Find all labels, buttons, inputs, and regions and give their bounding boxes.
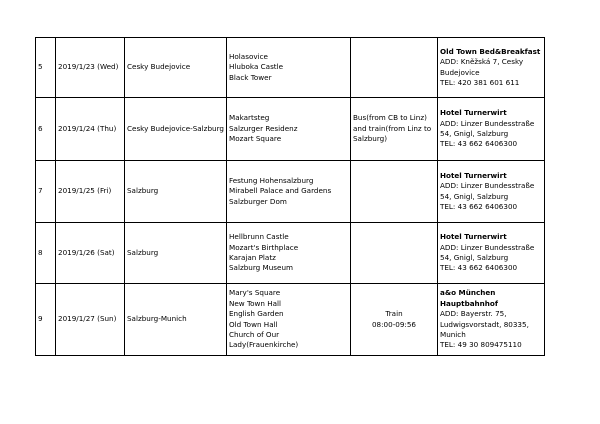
transport-cell <box>351 38 438 98</box>
transport-cell <box>351 284 438 356</box>
hotel-address: ADD: Kněžská 7, Cesky <box>440 57 524 67</box>
hotel-address: ADD: Linzer Bundesstraße <box>440 242 535 252</box>
hotel-address: ADD: Linzer Bundesstraße <box>440 181 535 191</box>
sight-item: Lady(Frauenkirche) <box>229 340 299 350</box>
day-number: 8 <box>36 223 56 284</box>
day-number: 7 <box>36 161 56 223</box>
sight-item: Karajan Platz <box>229 253 276 262</box>
itinerary-table <box>35 37 545 356</box>
hotel-tel: TEL: 49 30 809475110 <box>440 340 522 350</box>
sight-item: English Garden <box>229 309 284 319</box>
sight-item: Makartsteg <box>229 113 270 123</box>
sight-item: Church of Our <box>229 329 280 339</box>
date-cell: 2019/1/27 (Sun) <box>56 284 125 356</box>
hotel-tel: TEL: 43 662 6406300 <box>440 139 518 149</box>
sight-item: Mirabell Palace and Gardens <box>229 186 332 196</box>
transport-line: and train(from Linz to <box>353 123 432 133</box>
sights-cell <box>227 284 351 356</box>
sight-item: Salzurger Residenz <box>229 123 298 133</box>
day-number: 9 <box>36 284 56 356</box>
sight-item: Hellbrunn Castle <box>229 232 289 242</box>
route-cell: Salzburg-Munich <box>125 284 227 356</box>
sights-cell <box>227 161 351 223</box>
table-row <box>36 38 545 98</box>
sight-item: Mozart's Birthplace <box>229 242 299 252</box>
sights-cell <box>227 98 351 161</box>
sight-item: Old Town Hall <box>229 319 278 329</box>
hotel-tel: TEL: 43 662 6406300 <box>440 263 518 273</box>
day-number: 5 <box>36 38 56 98</box>
hotel-name: a&o München <box>440 288 496 298</box>
hotel-cell <box>438 223 545 284</box>
hotel-cell <box>438 98 545 161</box>
transport-cell <box>351 223 438 284</box>
hotel-address: 54, Gnigl, Salzburg <box>440 191 509 201</box>
sight-item: Salzburg Museum <box>229 263 294 273</box>
hotel-name: Old Town Bed&Breakfast <box>440 46 541 56</box>
date-cell: 2019/1/25 (Fri) <box>56 161 125 223</box>
hotel-address: Ludwigsvorstadt, 80335, <box>440 319 529 329</box>
hotel-address: ADD: Linzer Bundesstraße <box>440 118 535 128</box>
table-row <box>36 98 545 161</box>
table-row <box>36 223 545 284</box>
sight-item: Festung Hohensalzburg <box>229 175 314 185</box>
route-cell: Salzburg <box>125 161 227 223</box>
hotel-tel: TEL: 43 662 6406300 <box>440 201 518 211</box>
date-cell: 2019/1/26 (Sat) <box>56 223 125 284</box>
hotel-cell <box>438 284 545 356</box>
hotel-tel: TEL: 420 381 601 611 <box>440 77 520 87</box>
transport-cell <box>351 161 438 223</box>
hotel-name: Hauptbahnhof <box>440 298 498 308</box>
sights-cell <box>227 223 351 284</box>
sight-item: Mozart Square <box>229 134 282 144</box>
hotel-name: Hotel Turnerwirt <box>440 170 507 180</box>
transport-line: Salzburg) <box>353 134 388 144</box>
sight-item: Holasovice <box>229 51 268 61</box>
table-row <box>36 161 545 223</box>
transport-line: 08:00-09:56 <box>371 319 417 329</box>
hotel-name: Hotel Turnerwirt <box>440 232 507 242</box>
sight-item: Black Tower <box>229 72 272 82</box>
route-cell: Cesky Budejovice-Salzburg <box>125 98 227 161</box>
sight-item: Hluboka Castle <box>229 62 284 72</box>
hotel-name: Hotel Turnerwirt <box>440 108 507 118</box>
hotel-address: 54, Gnigl, Salzburg <box>440 129 509 138</box>
hotel-address: 54, Gnigl, Salzburg <box>440 253 509 262</box>
table-row <box>36 284 545 356</box>
route-cell: Cesky Budejovice <box>125 38 227 98</box>
hotel-address: Munich <box>440 329 466 339</box>
hotel-address: Budejovice <box>440 67 480 77</box>
sight-item: New Town Hall <box>229 298 282 308</box>
sights-cell <box>227 38 351 98</box>
transport-line: Train <box>385 309 403 319</box>
transport-cell <box>351 98 438 161</box>
date-cell: 2019/1/23 (Wed) <box>56 38 125 98</box>
hotel-cell <box>438 161 545 223</box>
route-cell: Salzburg <box>125 223 227 284</box>
date-cell: 2019/1/24 (Thu) <box>56 98 125 161</box>
transport-line: Bus(from CB to Linz) <box>353 113 427 123</box>
sight-item: Salzburger Dom <box>229 196 287 206</box>
hotel-address: ADD: Bayerstr. 75, <box>440 309 507 319</box>
hotel-cell <box>438 38 545 98</box>
day-number: 6 <box>36 98 56 161</box>
sight-item: Mary's Square <box>229 288 281 298</box>
